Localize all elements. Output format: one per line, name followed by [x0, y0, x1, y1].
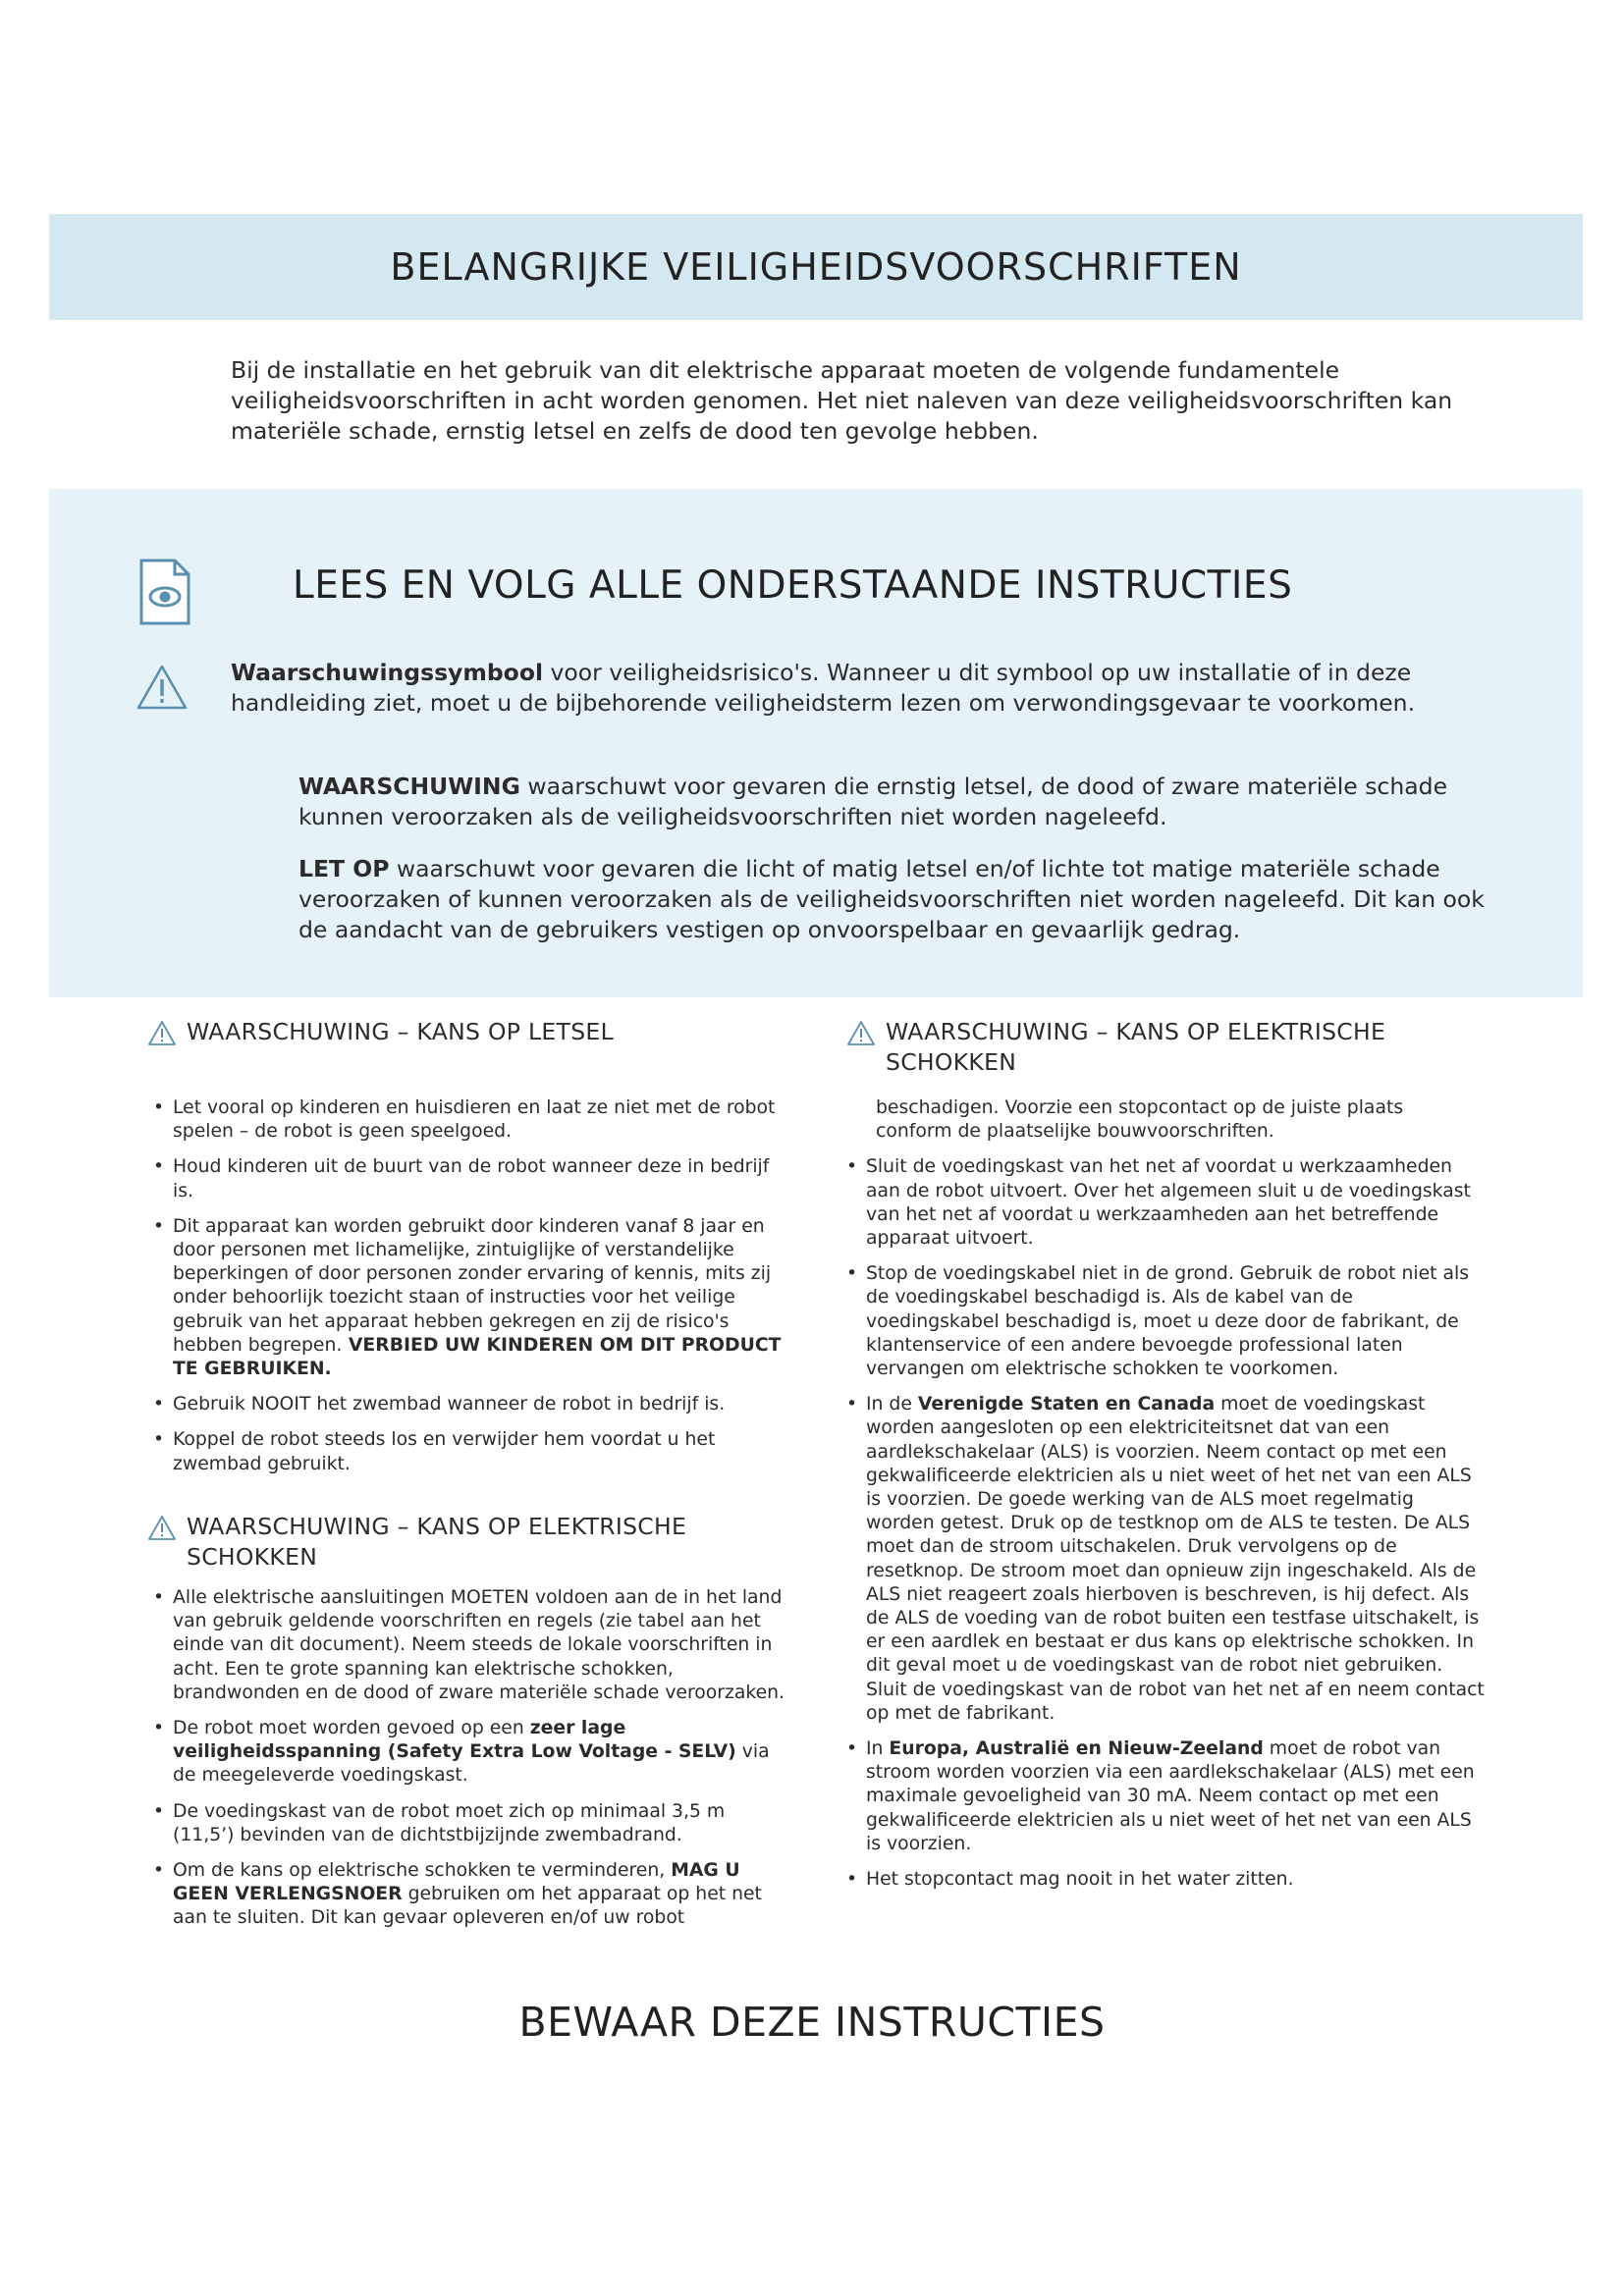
caution-text: waarschuwt voor gevaren die licht of matig letsel en/of lichte tot matige materiële schade veroorzaken of kunnen veroorzaken als de veiligheidsvoorschriften niet worden nageleefd. Dit kan ook de aandacht van de gebruikers vestigen op onvoorspelbaar en gevaarlijk gedrag. — [298, 855, 1485, 943]
footer-title: BEWAAR DEZE INSTRUCTIES — [518, 1999, 1106, 2046]
symbol-term: Waarschuwingssymbool — [231, 659, 544, 686]
shock-list-left-column — [153, 1586, 789, 1943]
page-title: BELANGRIJKE VEILIGHEIDSVOORSCHRIFTEN — [390, 245, 1242, 289]
shock-list-left — [153, 1586, 789, 1931]
list-item-text: In — [866, 1738, 890, 1760]
list-item-bold: Europa, Australië en Nieuw-Zeeland — [889, 1738, 1264, 1760]
warning-term: WAARSCHUWING — [298, 773, 520, 800]
list-item-bold: MAG U GEEN VERLENGSNOER — [173, 1860, 740, 1905]
list-item-bold: Verenigde Staten en Canada — [917, 1394, 1216, 1415]
list-item-bold: zeer lage veiligheidsspanning (Safety Extra Low Voltage - SELV) — [173, 1718, 736, 1763]
shock-heading-text: WAARSCHUWING – KANS OP ELEKTRISCHE SCHOKKEN — [886, 1018, 1386, 1076]
list-item-text: Dit apparaat kan worden gebruikt door kinderen vanaf 8 jaar en door personen met lichamelijke, zintuiglijke of verstandelijke beperkingen of door personen zonder ervaring of kennis, mits zij onder behoorlijk toezicht staan of instructies voor het veilige gebruik van het apparaat hebben gekregen en zij de risico's hebben begrepen. — [173, 1215, 772, 1356]
list-item — [153, 1215, 789, 1381]
list-item-text: moet de voedingskast worden aangesloten op een elektriciteitsnet dat van een aardlekschakelaar (ALS) is voorzien. Neem contact op met een gekwalificeerde elektricien als u niet weet of het net van een ALS is voorzien. De goede werking van de ALS moet regelmatig worden getest. Druk op de testknop om de ALS te testen. De ALS moet dan de stroom uitschakelen. Druk vervolgens op de resetknop. De stroom moet dan opnieuw zijn ingeschakeld. Als de ALS niet reageert zoals hierboven is beschreven, is hij defect. Als de ALS de voeding van de robot buiten een testfase uitschakelt, is er een aardlek en bestaat er dus kans op elektrische schokken. In dit geval moet u de voedingskast van de robot niet gebruiken. Sluit de voedingskast van de robot van het net af en neem contact op met de fabrikant. — [866, 1394, 1485, 1724]
warning-triangle-icon — [147, 1515, 177, 1541]
injury-list-column — [153, 1096, 789, 1488]
warning-triangle-icon — [135, 664, 189, 711]
list-item: • Stop de voedingskabel niet in de grond. Gebruik de robot niet als de voedingskabel beschadigd is. Als de kabel van de voedingskabel beschadigd is, moet u deze door de fabrikant, de klantenservice of een andere bevoegde professional laten vervangen om elektrische schokken te voorkomen. — [846, 1262, 1485, 1381]
list-item: • Houd kinderen uit de buurt van de robot wanneer deze in bedrijf is. — [153, 1155, 789, 1202]
list-item: • Het stopcontact mag nooit in het water zitten. — [846, 1868, 1485, 1892]
shock-heading-left — [147, 1512, 795, 1573]
injury-list — [153, 1096, 789, 1476]
list-item: • De voedingskast van de robot moet zich op minimaal 3,5 m (11,5’) bevinden van de dichtstbijzijnde zwembadrand. — [153, 1800, 789, 1847]
list-item-text: In de — [866, 1394, 918, 1415]
warning-triangle-icon — [846, 1020, 876, 1046]
list-item-bold: VERBIED UW KINDEREN OM DIT PRODUCT TE GEBRUIKEN. — [173, 1334, 782, 1380]
intro-paragraph: Bij de installatie en het gebruik van dit elektrische apparaat moeten de volgende fundamentele veiligheidsvoorschriften in acht worden genomen. Het niet naleven van deze veiligheidsvoorschriften kan materiële schade, ernstig letsel en zelfs de dood ten gevolge hebben. — [231, 356, 1453, 445]
shock-list-right — [846, 1155, 1485, 1892]
symbol-paragraph — [231, 658, 1497, 719]
caution-definition — [298, 854, 1506, 945]
list-item-text: gebruiken om het apparaat op het net aan te sluiten. Dit kan gevaar opleveren en/of uw robot — [173, 1884, 762, 1929]
list-item-text: via de meegeleverde voedingskast. — [173, 1741, 770, 1787]
list-item-text: moet de robot van stroom worden voorzien via een aardlekschakelaar (ALS) met een maximale gevoeligheid van 30 mA. Neem contact op met een gekwalificeerde elektricien als u niet weet of het net van een ALS is voorzien. — [866, 1738, 1475, 1854]
list-item — [153, 1717, 789, 1789]
warning-triangle-icon — [147, 1020, 177, 1046]
list-item: • Alle elektrische aansluitingen MOETEN voldoen aan de in het land van gebruik geldende voorschriften en regels (zie tabel aan het einde van dit document). Neem steeds de lokale voorschriften in acht. Een te grote spanning kan elektrische schokken, brandwonden en de dood of zware materiële schade veroorzaken. — [153, 1586, 789, 1705]
list-item — [846, 1737, 1485, 1856]
list-item — [153, 1859, 789, 1931]
shock-heading-right — [846, 1017, 1494, 1078]
caution-term: LET OP — [298, 855, 390, 882]
warning-definition — [298, 772, 1506, 832]
list-item: • Let vooral op kinderen en huisdieren en laat ze niet met de robot spelen – de robot is geen speelgoed. — [153, 1096, 789, 1144]
list-item: • Sluit de voedingskast van het net af voordat u werkzaamheden aan de robot uitvoert. Over het algemeen sluit u de voedingskast van het net af voordat u werkzaamheden aan het betreffende apparaat uitvoert. — [846, 1155, 1485, 1251]
shock-list-right-column — [846, 1096, 1485, 1903]
warning-text: waarschuwt voor gevaren die ernstig letsel, de dood of zware materiële schade kunnen veroorzaken als de veiligheidsvoorschriften niet worden nageleefd. — [298, 773, 1448, 830]
shock-heading-text: WAARSCHUWING – KANS OP ELEKTRISCHE SCHOKKEN — [187, 1513, 687, 1571]
continued-text: beschadigen. Voorzie een stopcontact op de juiste plaats conform de plaatselijke bouwvoorschriften. — [876, 1097, 1404, 1143]
title-banner — [49, 214, 1583, 320]
list-item — [846, 1393, 1485, 1726]
injury-heading-text: WAARSCHUWING – KANS OP LETSEL — [187, 1018, 614, 1045]
list-item: • Koppel de robot steeds los en verwijder hem voordat u het zwembad gebruikt. — [153, 1428, 789, 1475]
document-eye-icon — [137, 558, 192, 626]
list-item-text: Om de kans op elektrische schokken te verminderen, — [173, 1860, 672, 1882]
instructions-title: LEES EN VOLG ALLE ONDERSTAANDE INSTRUCTIES — [293, 563, 1293, 608]
list-item-text: De robot moet worden gevoed op een — [173, 1718, 530, 1739]
injury-heading — [147, 1017, 776, 1047]
list-item: • Gebruik NOOIT het zwembad wanneer de robot in bedrijf is. — [153, 1393, 789, 1416]
symbol-text: voor veiligheidsrisico's. Wanneer u dit symbool op uw installatie of in deze handleiding ziet, moet u de bijbehorende veiligheidsterm lezen om verwondingsgevaar te voorkomen. — [231, 659, 1416, 717]
